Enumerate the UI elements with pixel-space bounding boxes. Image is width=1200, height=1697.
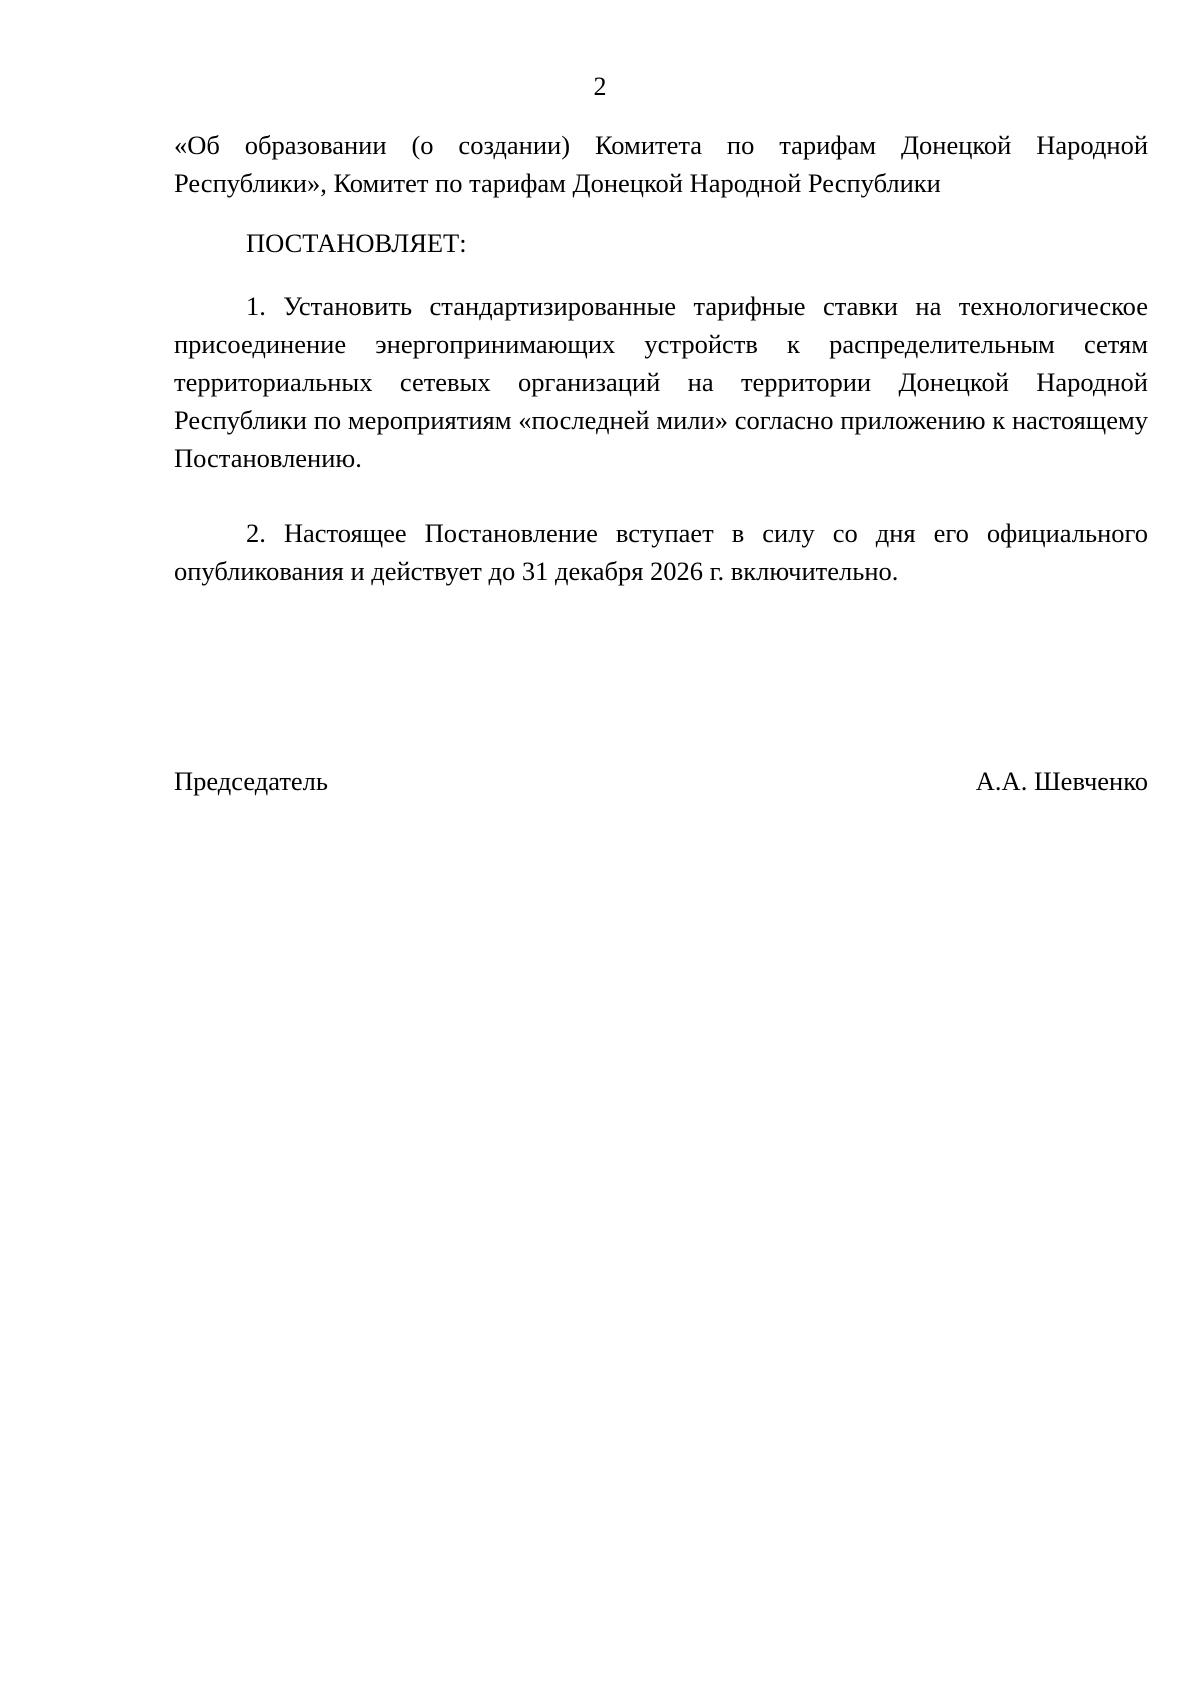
intro-paragraph: «Об образовании (о создании) Комитета по тарифам Донецкой Народной Республики», Комитет по тарифам Донецкой Народной Республики [174, 130, 1148, 198]
clause-2-paragraph: 2. Настоящее Постановление вступает в силу со дня его официального опубликования и действует до 31 декабря 2026 г. включительно. [174, 518, 1148, 586]
page-number: 2 [593, 72, 607, 101]
resolves-heading: ПОСТАНОВЛЯЕТ: [246, 228, 467, 258]
signature-block [174, 762, 1148, 800]
clause-1-paragraph: 1. Установить стандартизированные тарифные ставки на технологическое присоединение энергопринимающих устройств к распределительным сетям территориальных сетевых организаций на территории Донецкой Народной Республики по мероприятиям «последней мили» согласно приложению к настоящему Постановлению. [174, 291, 1148, 473]
signatory-title: Председатель [174, 766, 328, 796]
signatory-name: А.А. Шевченко [975, 766, 1148, 796]
